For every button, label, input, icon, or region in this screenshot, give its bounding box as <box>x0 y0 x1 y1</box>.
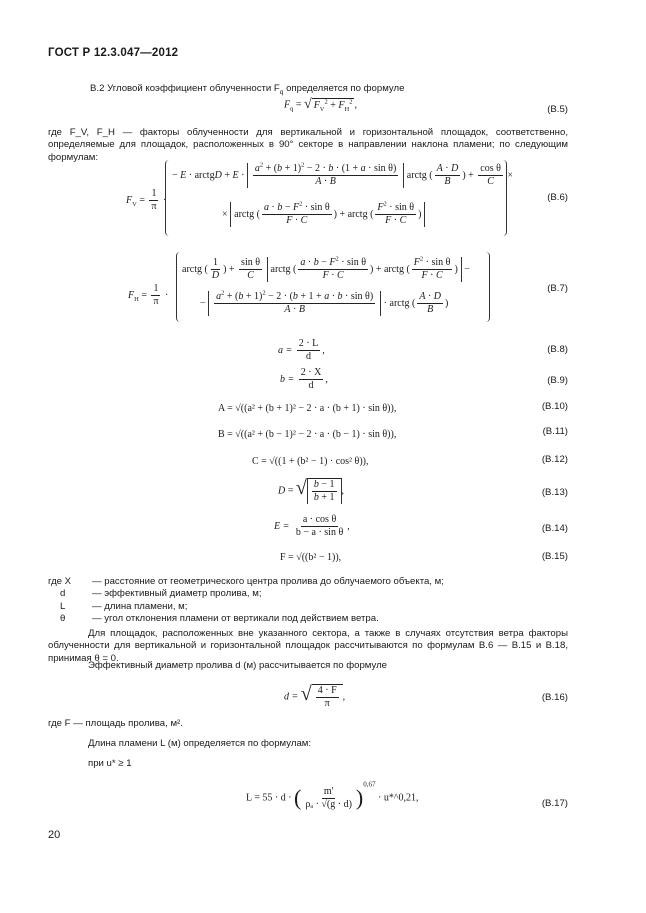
eq-number-b17: (В.17) <box>541 798 568 809</box>
b14-den: b − a · sin θ <box>295 527 344 538</box>
definition-text: — угол отклонения пламени от вертикали под действием ветра. <box>92 613 379 625</box>
b17-num: m' <box>323 785 334 797</box>
eq-number-b6: (В.6) <box>547 192 568 203</box>
document-header: ГОСТ Р 12.3.047—2012 <box>48 47 179 59</box>
definition-text: — эффективный диаметр пролива, м; <box>92 588 262 600</box>
formula-b7-line2: − $\frac{a^2 + (b + 1)^2 - 2 \cdot (b + 1 + a \cdot b \cdot \sin \theta)}{A \cdot B}$ · arctg ( $\frac{A \cdot D}{B}$ ) <box>200 289 449 315</box>
formula-b5: $F_q$ = √ $F_V^2 + F_H^2$ , <box>284 97 357 113</box>
formula-b7-lhs: $F_H$ = $\frac{1}{\pi}$ · <box>128 283 169 307</box>
b17-exp: 0,67 <box>363 780 376 789</box>
eq-number-b9: (В.9) <box>547 375 568 386</box>
formula-b6-line2: × arctg ( $\frac{a \cdot b - F^2 \cdot \sin \theta}{F \cdot C}$ ) + arctg ( $\frac{F^2 \cdot \sin \theta}{F \cdot C}$ ) <box>222 202 425 227</box>
formula-b7-line1: arctg ( $\frac{1}{D}$ ) + $\frac{\text{sin θ}}{C}$ arctg ( $\frac{a \cdot b - F^2 \cdot \sin \theta}{F \cdot C}$ ) + arctg ( $\frac{F^2 \cdot \sin \theta}{F \cdot C}$ ) − <box>182 255 470 281</box>
formula-b8: a = $\frac{2 \cdot L}{d}$ , <box>278 338 325 362</box>
page-number: 20 <box>48 829 61 841</box>
b8-den: d <box>305 351 311 362</box>
eq-number-b5: (В.5) <box>547 104 568 115</box>
formula-b10: A = √((a² + (b + 1)² − 2 · a · (b + 1) · sin θ)), <box>218 403 397 414</box>
paragraph-fv-fh: где F_V, F_H — факторы облученности для вертикальной и горизонтальной площадок, соответственно, определяемые для площадок, расположенных в 90° секторе в направлении наклона пламени; по следующим формулам: <box>48 127 568 163</box>
formula-b9: b = $\frac{2 \cdot X}{d}$ , <box>280 367 328 391</box>
eq-number-b15: (В.15) <box>541 551 568 562</box>
eq-number-b12: (В.12) <box>541 454 568 465</box>
b9-den: d <box>308 380 314 391</box>
definition-row <box>48 576 444 588</box>
intro-sub: q <box>279 88 284 96</box>
paragraph-l-intro: Длина пламени L (м) определяется по формулам: <box>88 738 312 749</box>
b17-den: ρₐ · √(g · d) <box>305 798 352 810</box>
formula-b15: F = √((b² − 1)), <box>280 552 342 563</box>
definition-row <box>48 613 444 625</box>
b8-num: 2 · L <box>298 338 319 349</box>
eq-number-b7: (В.7) <box>547 283 568 294</box>
b9-lhs: b = <box>280 373 295 385</box>
paragraph-wind-note: Для площадок, расположенных вне указанного сектора, а также в случаях отсутствия ветра факторы облученности для вертикальной и горизонтальной площадок рассчитываются по формулам В.6 — В.15 и В.18, принимая θ = 0. <box>48 628 568 664</box>
definition-symbol: d <box>60 588 66 600</box>
definitions-list <box>48 576 444 626</box>
intro-tail: определяется по формуле <box>283 83 405 94</box>
eq-number-b10: (В.10) <box>541 401 568 412</box>
b16-num: 4 · F <box>317 685 337 696</box>
formula-b11: B = √((a² + (b − 1)² − 2 · a · (b − 1) · sin θ)), <box>218 429 397 440</box>
definition-text: — расстояние от геометрического центра пролива до облучаемого объекта, м; <box>92 576 444 587</box>
definition-symbol: где X <box>48 576 72 587</box>
b8-lhs: a = <box>278 344 293 356</box>
definition-symbol: L <box>60 600 66 612</box>
b14-num: a · cos θ <box>302 514 337 525</box>
eq-number-b13: (В.13) <box>541 487 568 498</box>
intro-text: В.2 Угловой коэффициент облученности F <box>90 83 280 94</box>
b17-tail: · u*^0,21, <box>378 792 419 804</box>
paragraph-d-intro: Эффективный диаметр пролива d (м) рассчитывается по формуле <box>88 660 388 671</box>
formula-b6-lhs: $F_V$ = $\frac{1}{\pi}$ · <box>126 188 167 212</box>
b14-lhs: E = <box>274 520 290 532</box>
b16-den: π <box>324 698 330 709</box>
paragraph-condition: при u* ≥ 1 <box>88 758 132 769</box>
eq-number-b14: (В.14) <box>541 523 568 534</box>
definition-row <box>48 601 444 613</box>
formula-b13: D = √ $\frac{b - 1}{b + 1}$ , <box>278 477 344 503</box>
b16-lhs: d = <box>284 691 299 703</box>
formula-b17: L = 55 · d · ( $\frac{m'}{\text{ρₐ · √(g · d)}}$ )$^{0,67}$ · u*^0,21, <box>246 780 419 810</box>
section-intro <box>90 83 404 95</box>
b17-lhs: L = 55 · d · <box>246 792 292 804</box>
definition-row <box>48 588 444 600</box>
formula-b14: E = $\frac{\text{a · cos θ}}{\text{b − a · sin θ}}$ , <box>274 514 350 538</box>
eq-number-b16: (В.16) <box>541 692 568 703</box>
formula-b16: d = √ $\frac{4 \cdot F}{\pi}$ , <box>284 683 346 709</box>
eq-number-b11: (В.11) <box>542 426 568 437</box>
definition-symbol: θ <box>60 613 66 625</box>
formula-b12: C = √((1 + (b² − 1) · cos² θ)), <box>252 456 369 467</box>
b9-num: 2 · X <box>300 367 322 378</box>
paragraph-f-def: где F — площадь пролива, м². <box>48 718 183 729</box>
definition-text: — длина пламени, м; <box>92 600 188 612</box>
eq-number-b8: (В.8) <box>547 344 568 355</box>
formula-b6-line1: − E · arctgD + E · $\frac{a^2 + (b + 1)^2 - 2 \cdot b \cdot (1 + a \cdot \sin \theta)}{A \cdot B}$ arctg ( $\frac{A \cdot D}{B}$ ) + $\frac{\text{cos θ}}{C}$ × <box>172 161 514 187</box>
